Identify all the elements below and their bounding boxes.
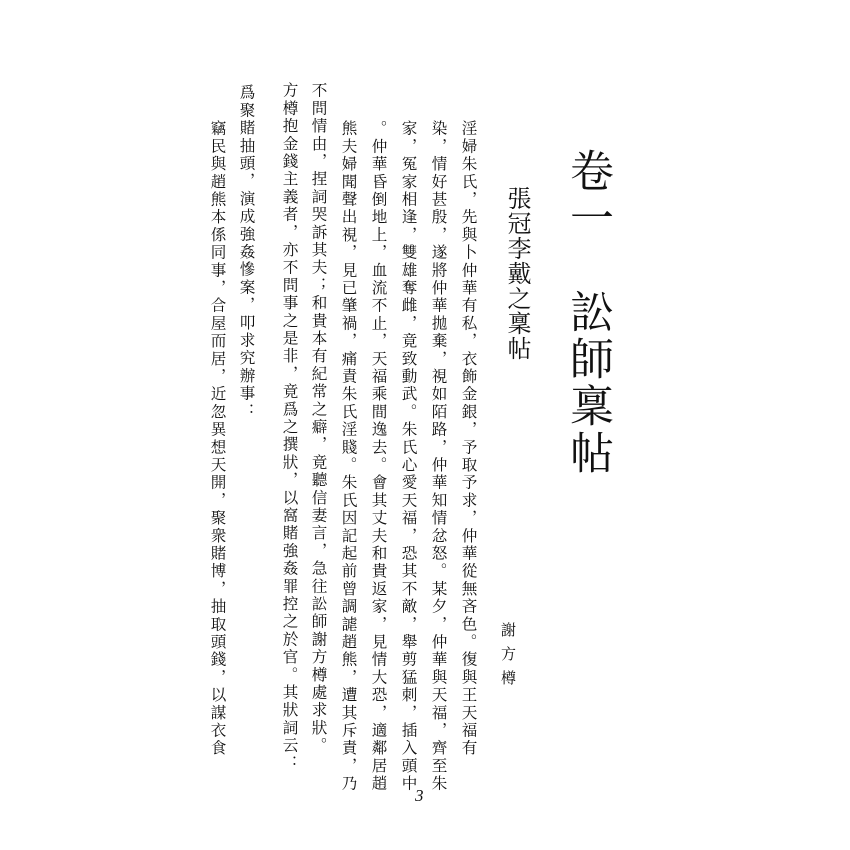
body-line: 淫婦朱氏，先與卜仲華有私，衣飾金銀，予取予求，仲華從無吝色。復與王天福有 [459,120,478,758]
body-line: 不問情由，捏詞哭訴其夫；和貴本有紀常之癖，竟聽信妻言，急往訟師謝方樽處求狀。 [309,82,328,755]
body-line: 竊民與趙熊本係同事，合屋而居，近忽異想天開，聚衆賭博，抽取頭錢，以謀衣食 [208,120,227,758]
author-name: 謝方樽 [499,622,517,694]
body-line: 熊夫婦聞聲出視，見已肇禍，痛責朱氏淫賤。朱氏因記起前曾調謔趙熊，遭其斥責，乃 [339,120,358,793]
section-subtitle: 張冠李戴之稟帖 [503,186,531,361]
body-line: 染，情好甚殷，遂將仲華拋棄，視如陌路，仲華知情忿怒。某夕，仲華與天福，齊至朱 [429,120,448,793]
page-number: 3 [415,786,424,805]
body-line: 爲聚賭抽頭，演成強姦慘案，叩求究辦事： [237,84,256,421]
body-line: 方樽抱金錢主義者，亦不問事之是非，竟爲之撰狀，以窩賭強姦罪控之於官。其狀詞云： [280,82,299,773]
chapter-title: 卷一 訟師稟帖 [562,148,613,477]
body-line: 家，冤家相逢，雙雄奪雌，竟致動武。朱氏心愛天福，恐其不敵，舉剪猛刺，插入頭中 [399,120,418,793]
body-line: 。仲華昏倒地上，血流不止，天福乘間逸去。會其丈夫和貴返家，見情大恐，適鄰居趙 [369,120,388,793]
